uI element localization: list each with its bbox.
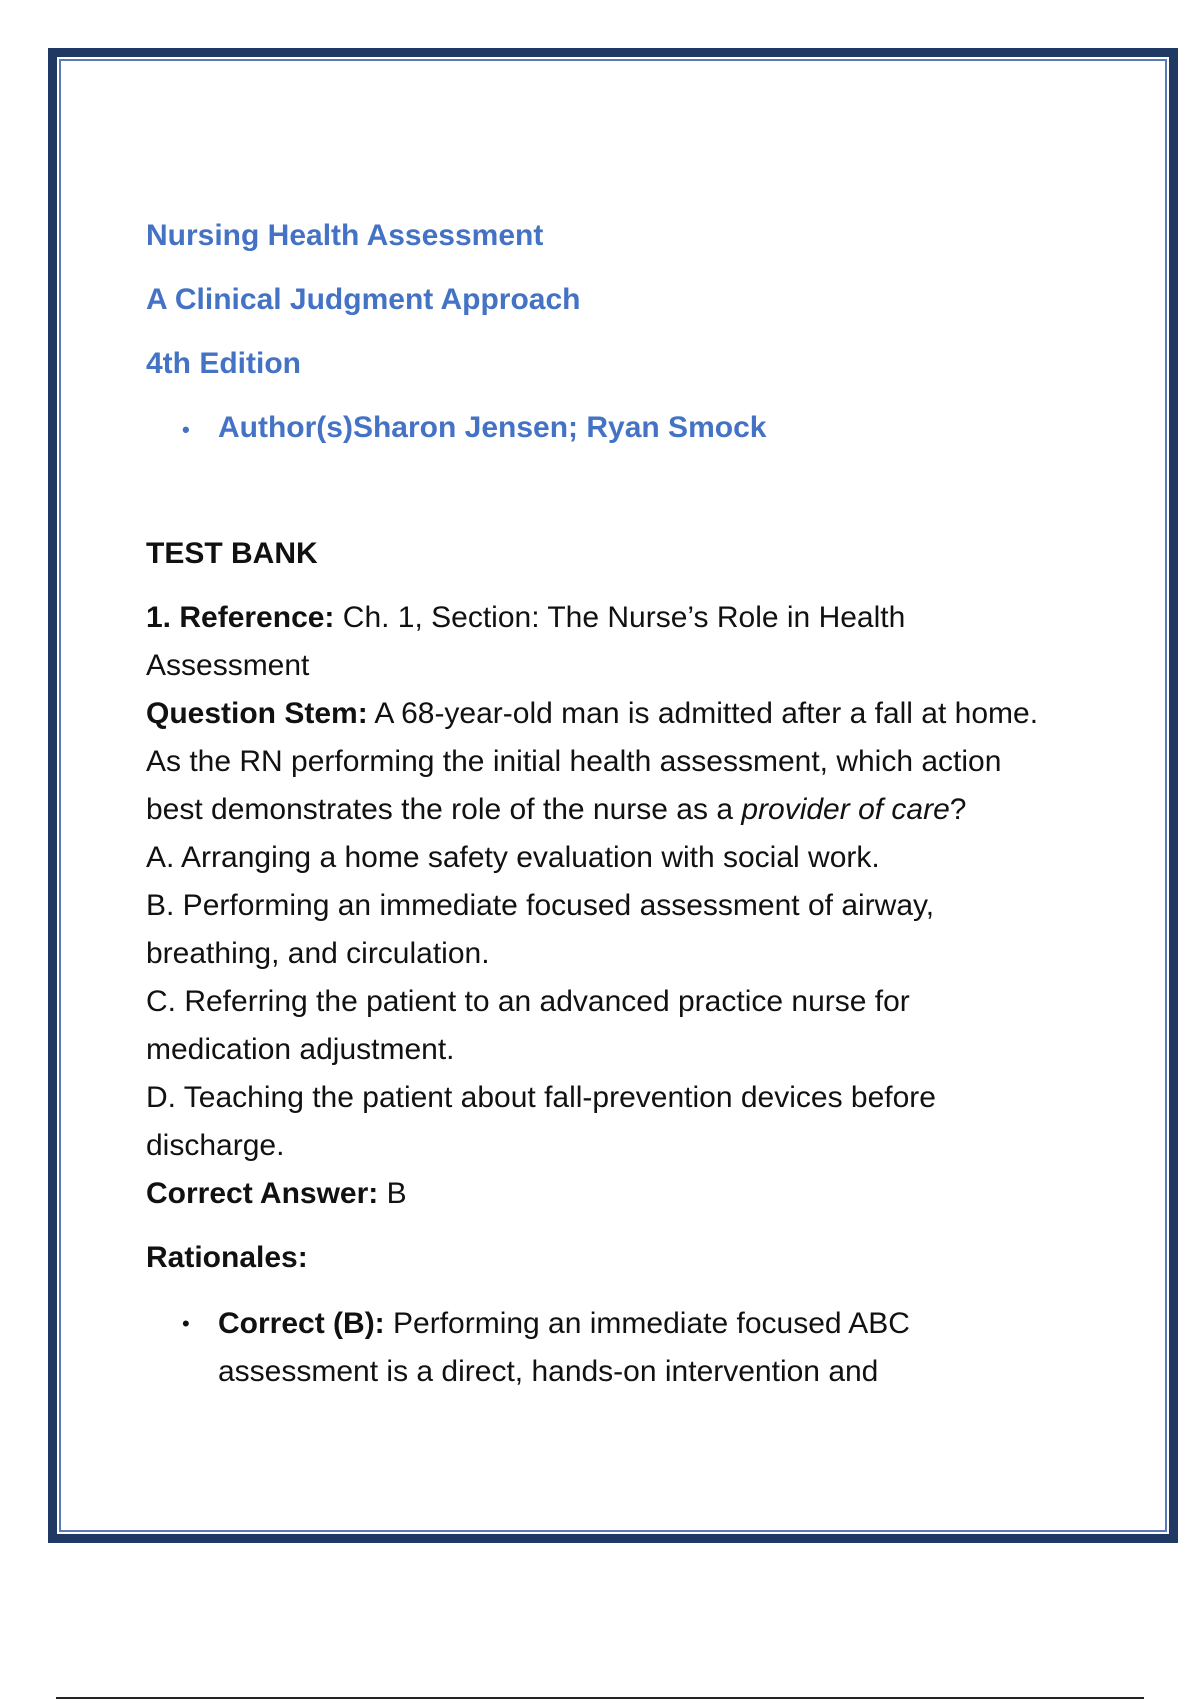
book-subtitle: A Clinical Judgment Approach [146,283,581,316]
question-reference-text: Ch. 1, Section: The Nurse’s Role in Health Assessment [146,601,906,682]
question-stem [146,690,1046,834]
question-stem-end: ? [949,793,967,826]
author-list-item [182,410,1046,448]
book-title: Nursing Health Assessment [146,219,544,252]
correct-answer-label: Correct Answer: [146,1177,379,1210]
bullet-icon: • [182,417,190,442]
bullet-icon: • [182,1311,190,1336]
book-edition: 4th Edition [146,347,301,380]
question-stem-label: Question Stem: [146,697,368,730]
question-number-label: 1. Reference: [146,601,335,634]
rationale-label: Correct (B): [218,1307,385,1340]
document-content [146,218,1046,1396]
correct-answer-value: B [378,1177,407,1210]
question-stem-text: A 68-year-old man is admitted after a fall at home. As the RN performing the initial health assessment, which action best demonstrates the role of the nurse as a [146,697,1039,826]
section-title: TEST BANK [146,537,318,570]
footer-divider [56,1697,1144,1699]
option-d: D. Teaching the patient about fall-prevention devices before discharge. [146,1081,936,1162]
rationales-title: Rationales: [146,1241,308,1274]
option-b: B. Performing an immediate focused assessment of airway, breathing, and circulation. [146,889,935,970]
rationale-item [182,1300,1046,1396]
correct-answer [146,1170,1046,1218]
rationale-text [218,1300,978,1396]
book-authors: Author(s)Sharon Jensen; Ryan Smock [218,411,767,444]
rationale-body: Performing an immediate focused ABC assessment is a direct, hands-on intervention and [218,1307,910,1388]
option-c: C. Referring the patient to an advanced practice nurse for medication adjustment. [146,985,910,1066]
question-stem-emphasis: provider of care [741,793,950,826]
question-reference [146,594,1046,690]
option-a: A. Arranging a home safety evaluation with social work. [146,841,880,874]
